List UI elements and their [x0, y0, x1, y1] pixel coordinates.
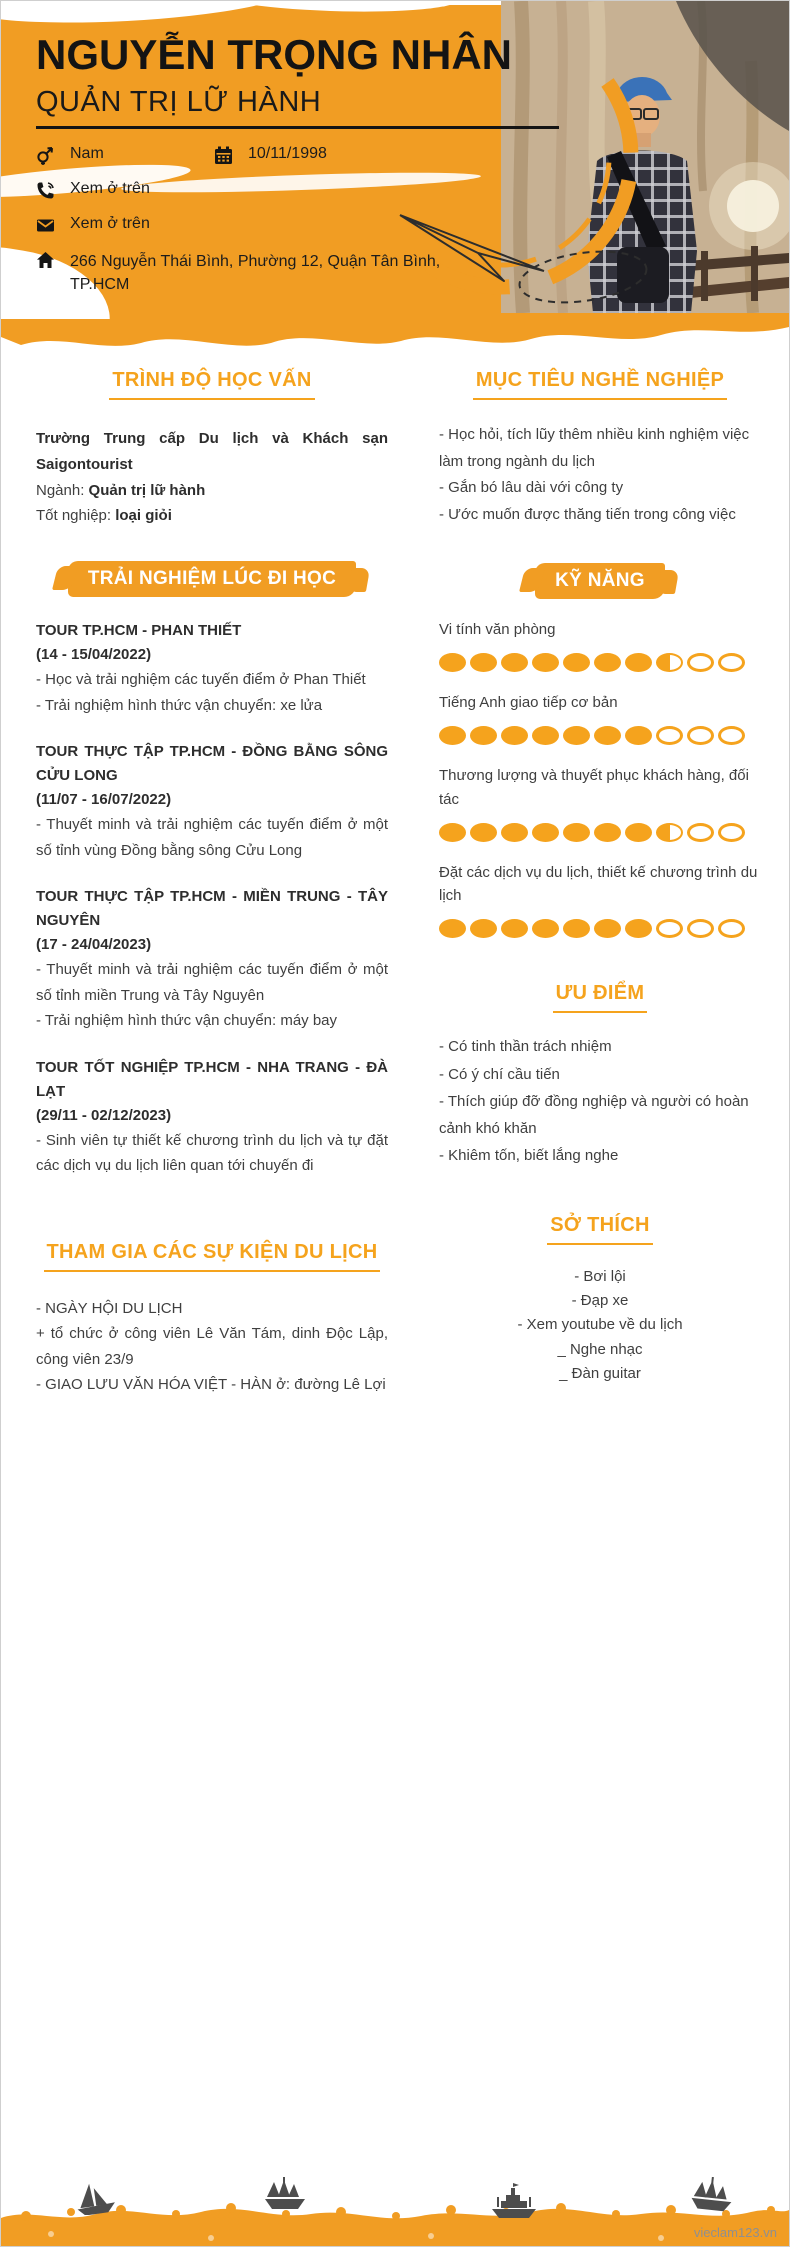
skill-dot-full — [439, 823, 466, 842]
skill-dot-half — [656, 823, 683, 842]
skill-dot-full — [625, 823, 652, 842]
phone-icon — [36, 181, 55, 200]
skill-rating — [439, 919, 761, 938]
strengths-list — [439, 1033, 761, 1169]
skill-dot-full — [594, 653, 621, 672]
education-block — [36, 426, 388, 529]
strength-item: - Có ý chí cầu tiến — [439, 1065, 560, 1083]
objective-heading: MỤC TIÊU NGHỀ NGHIỆP — [439, 369, 761, 400]
strength-item: - Thích giúp đỡ đồng nghiệp và người có hoàn cảnh khó khăn — [439, 1092, 749, 1138]
skill-rating — [439, 726, 761, 745]
skill-dot-full — [439, 726, 466, 745]
major-line: Ngành: Quản trị lữ hành — [36, 481, 206, 499]
sailboat-icon — [263, 2177, 307, 2216]
email-icon — [36, 216, 55, 235]
hobby-item: - Xem youtube về du lịch — [517, 1316, 683, 1334]
home-icon — [36, 251, 55, 270]
skill-item: Đặt các dịch vụ du lịch, thiết kế chương trình du lịch — [439, 861, 761, 939]
dob-value: 10/11/1998 — [248, 145, 327, 163]
skill-dot-full — [594, 823, 621, 842]
objective-list — [439, 422, 761, 529]
skill-dot-full — [625, 653, 652, 672]
phone-value: Xem ở trên — [70, 180, 150, 198]
graduation-line: Tốt nghiệp: loại giỏi — [36, 507, 172, 525]
skill-dot-full — [501, 726, 528, 745]
skill-dot-empty — [687, 823, 714, 842]
sailboat-icon — [73, 2179, 117, 2220]
skill-rating — [439, 823, 761, 842]
school-name: Trường Trung cấp Du lịch và Khách sạn Saigontourist — [36, 430, 388, 473]
skill-dot-full — [563, 919, 590, 938]
sailboat-icon — [689, 2177, 735, 2218]
steamship-icon — [489, 2183, 539, 2224]
skill-dot-full — [532, 823, 559, 842]
events-heading: THAM GIA CÁC SỰ KIỆN DU LỊCH — [36, 1241, 388, 1272]
skill-dot-full — [470, 919, 497, 938]
gender-row — [36, 145, 214, 165]
strength-item: - Khiêm tốn, biết lắng nghe — [439, 1147, 619, 1165]
skill-dot-empty — [718, 653, 745, 672]
email-value: Xem ở trên — [70, 215, 150, 233]
skill-item: Tiếng Anh giao tiếp cơ bản — [439, 691, 761, 745]
address-row — [36, 250, 576, 296]
skill-dot-full — [532, 726, 559, 745]
skill-dot-empty — [687, 919, 714, 938]
objective-item: - Gắn bó lâu dài với công ty — [439, 479, 624, 497]
skill-dot-empty — [718, 726, 745, 745]
hobbies-heading: SỞ THÍCH — [439, 1214, 761, 1245]
header-torn-edge — [1, 319, 789, 357]
skill-dot-empty — [656, 726, 683, 745]
skill-dot-full — [439, 653, 466, 672]
contact-info — [36, 145, 576, 296]
objective-item: - Ước muốn được thăng tiến trong công việc — [439, 506, 736, 524]
skill-dot-full — [501, 919, 528, 938]
skill-item: Vi tính văn phòng — [439, 618, 761, 672]
skill-dot-full — [532, 919, 559, 938]
tour-list — [36, 619, 388, 1179]
experience-heading: TRẢI NGHIỆM LÚC ĐI HỌC — [36, 561, 388, 597]
skill-dot-full — [625, 919, 652, 938]
event-item: + tổ chức ở công viên Lê Văn Tám, dinh Độc Lập, công viên 23/9 — [36, 1325, 388, 1368]
hobby-item: - Đạp xe — [571, 1292, 629, 1310]
skill-dot-full — [594, 919, 621, 938]
skill-dot-empty — [718, 919, 745, 938]
skill-dot-full — [439, 919, 466, 938]
hobby-item: _ Nghe nhạc — [557, 1340, 643, 1358]
skill-dot-empty — [687, 653, 714, 672]
skills-list — [439, 618, 761, 939]
job-title: QUẢN TRỊ LỮ HÀNH — [36, 86, 322, 119]
calendar-icon — [214, 146, 233, 165]
hobby-item: _ Đàn guitar — [559, 1364, 641, 1382]
title-underline — [36, 126, 559, 129]
hobbies-list — [439, 1265, 761, 1386]
tour-entry: TOUR THỰC TẬP TP.HCM - MIỀN TRUNG - TÂY NGUYÊN (17 - 24/04/2023) - Thuyết minh và trải nghiệm các tuyến điểm ở một số tỉnh miền Trung và Tây Nguyên - Trải nghiệm hình thức vận chuyển: máy bay — [36, 888, 388, 1030]
event-item: - GIAO LƯU VĂN HÓA VIỆT - HÀN ở: đường Lê Lợi — [36, 1376, 386, 1394]
objective-item: - Học hỏi, tích lũy thêm nhiều kinh nghiệm việc làm trong ngành du lịch — [439, 426, 750, 470]
dob-row — [214, 145, 576, 165]
left-column — [36, 369, 388, 1398]
watermark: vieclam123.vn — [693, 2225, 777, 2240]
skill-dot-half — [656, 653, 683, 672]
skill-dot-full — [501, 653, 528, 672]
skill-dot-full — [563, 653, 590, 672]
skills-heading: KỸ NĂNG — [439, 563, 761, 599]
gender-value: Nam — [70, 145, 104, 163]
skill-dot-full — [594, 726, 621, 745]
phone-row — [36, 180, 576, 200]
skill-rating — [439, 653, 761, 672]
skill-dot-full — [625, 726, 652, 745]
skill-dot-full — [563, 823, 590, 842]
skill-dot-full — [470, 653, 497, 672]
tour-entry: TOUR THỰC TẬP TP.HCM - ĐỒNG BẰNG SÔNG CỬU LONG (11/07 - 16/07/2022) - Thuyết minh và trải nghiệm các tuyến điểm ở một số tỉnh vùng Đồng bằng sông Cửu Long — [36, 743, 388, 859]
email-row — [36, 215, 576, 235]
skill-dot-full — [470, 823, 497, 842]
skill-dot-empty — [718, 823, 745, 842]
events-list — [36, 1296, 388, 1399]
gender-icon — [36, 146, 55, 165]
footer-wave — [1, 2186, 789, 2246]
candidate-name: NGUYỄN TRỌNG NHÂN — [36, 31, 513, 78]
tour-entry: TOUR TP.HCM - PHAN THIẾT (14 - 15/04/2022) - Học và trải nghiệm các tuyến điểm ở Phan Thiết - Trải nghiệm hình thức vận chuyển: xe lửa — [36, 622, 366, 714]
skill-dot-full — [532, 653, 559, 672]
education-heading: TRÌNH ĐỘ HỌC VẤN — [36, 369, 388, 400]
address-value: 266 Nguyễn Thái Bình, Phường 12, Quận Tân Bình, TP.HCM — [70, 253, 441, 294]
skill-item: Thương lượng và thuyết phục khách hàng, đối tác — [439, 764, 761, 842]
skill-dot-full — [470, 726, 497, 745]
strengths-heading: ƯU ĐIỂM — [439, 982, 761, 1013]
strength-item: - Có tinh thần trách nhiệm — [439, 1038, 612, 1056]
skill-dot-empty — [656, 919, 683, 938]
skill-dot-full — [563, 726, 590, 745]
right-column — [439, 369, 761, 1386]
skill-dot-full — [501, 823, 528, 842]
tour-entry: TOUR TỐT NGHIỆP TP.HCM - NHA TRANG - ĐÀ LẠT (29/11 - 02/12/2023) - Sinh viên tự thiết kế chương trình du lịch và tự đặt các dịch vụ du lịch liên quan tới chuyến đi — [36, 1058, 388, 1175]
hobby-item: - Bơi lội — [574, 1267, 626, 1285]
event-item: - NGÀY HỘI DU LỊCH — [36, 1299, 183, 1317]
skill-dot-empty — [687, 726, 714, 745]
